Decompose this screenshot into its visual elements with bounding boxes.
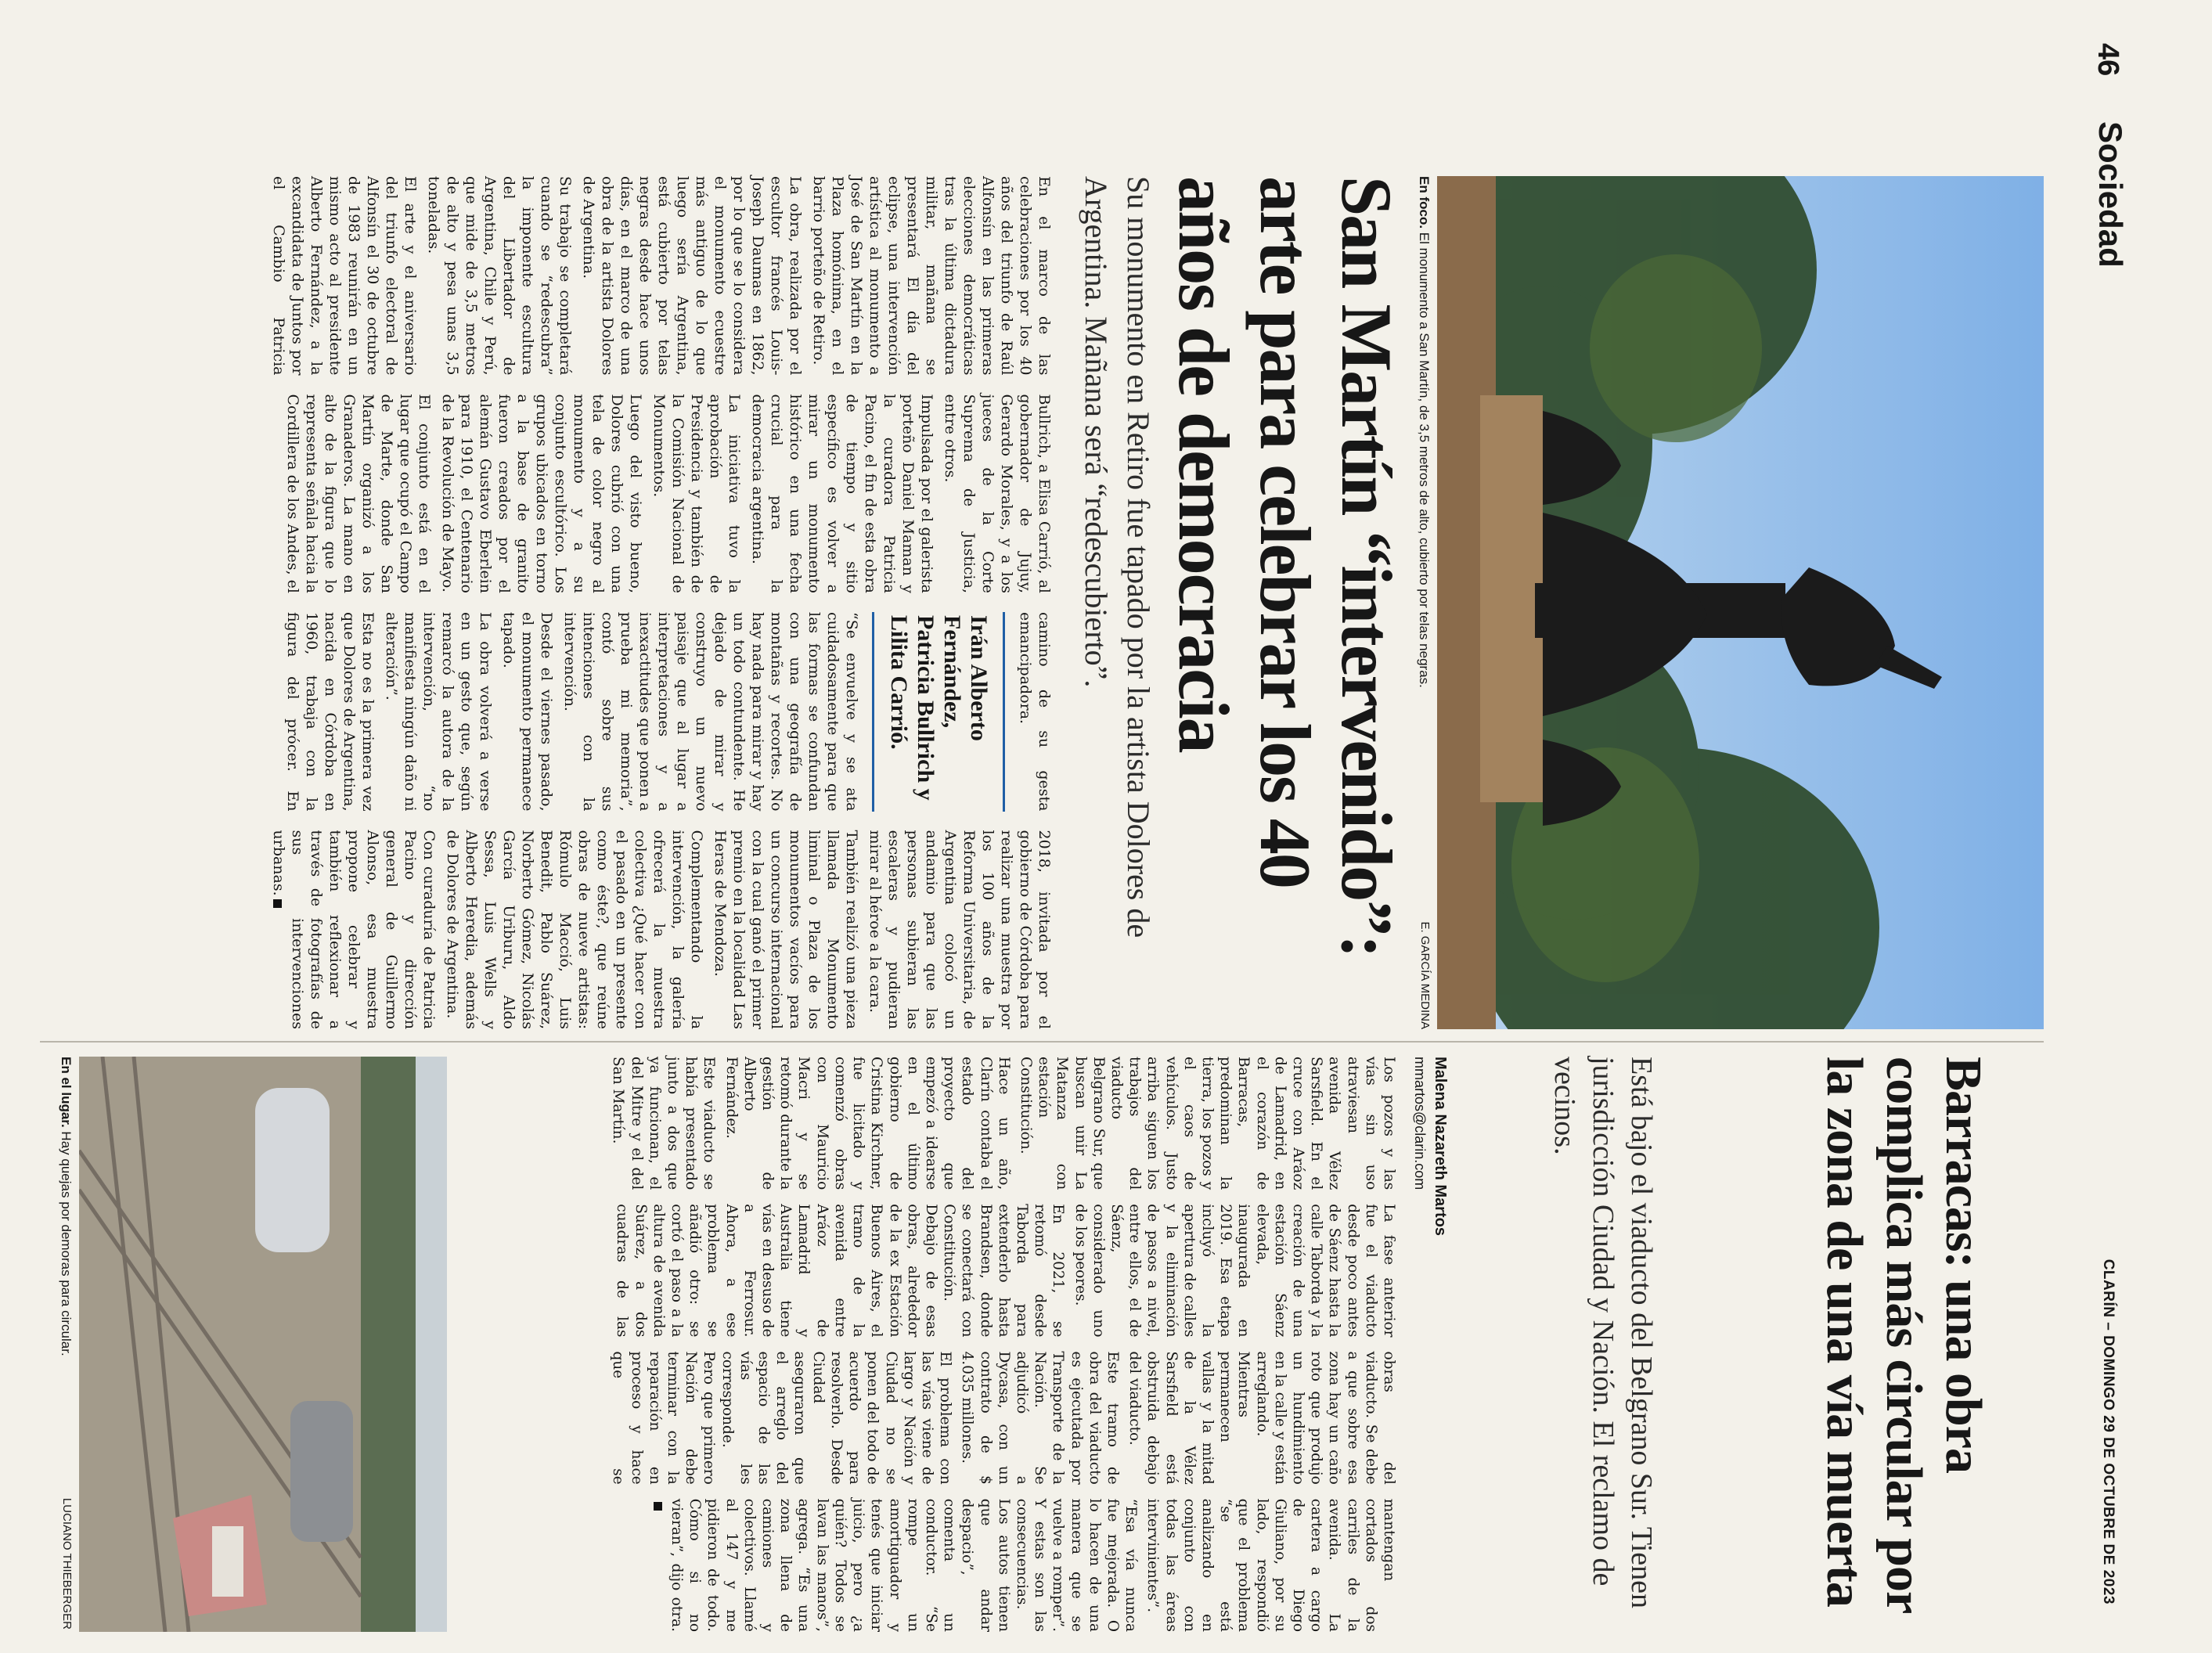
end-mark-icon xyxy=(654,1502,662,1511)
photo-caption xyxy=(58,1057,74,1495)
paragraph-text: “Esa vía nunca fue mejorada. O lo hacen de una manera que se vuelve a romper”. Y estas son las consecuencias. Los autos tienen que andar despacio”, comenta un conductor. “Se rompe un amortiguador y tenés que iniciar juicio, pero ¿a quién? Todos se lavan las manos”, agrega. “Es una zona llena de camiones y colectivos. Llamé al 147 y me pidieron de todo. Cómo si no vieran”, dijo otra. xyxy=(668,1498,1140,1632)
photo-credit: LUCIANO THIEBERGER xyxy=(60,1497,74,1630)
paragraph: Impulsada por el galerista porteño Daniel Maman y la curadora Patricia Pacino, el fin de esta obra de tiempo y sitio específico es volver a mirar un monumento histórico en una fecha crucial para la democracia argentina. xyxy=(749,394,935,593)
paragraph xyxy=(269,830,438,1030)
photo-credit: E. GARCÍA MEDINA xyxy=(1418,921,1432,1029)
section-name: Sociedad xyxy=(2092,121,2129,268)
street-photo-illustration xyxy=(79,1057,447,1632)
paragraph: La fase anterior fue el viaducto desde poco antes de Sáenz hasta la calle Taborda y la creación de una estación Sáenz elevada, inaugurada en 2019. Esa etapa incluyó la apertura de calles y la eliminación de pasos a nivel, entre ellos, el de Sáenz, considerado uno de los peores. xyxy=(1072,1204,1397,1338)
article-body xyxy=(13,176,1054,1029)
paragraph: También realizó una pieza llamada Monumento liminal o Plaza de los monumentos vacíos para un concurso internacional con la cual ganó el primer premio en la localidad Las Heras de Mendoza. xyxy=(712,830,860,1029)
monument-photo-illustration xyxy=(1437,176,2044,1029)
column-divider xyxy=(40,1041,2044,1043)
paragraph: Complementando la intervención, la galería ofrecerá la muestra colectiva ¿Qué hacer con el pasado en un presente como éste?, que reúne obras de nueve artistas: Rómulo Macció, Luis Benedit, Pablo Suárez, Norberto Gómez, Nicolás García Uriburu, Aldo Sessa, Luis Wells y Alberto Heredia, además de Dolores de Argentina. xyxy=(444,830,705,1029)
paragraph: La obra volverá a verse en un gesto que, según remarcó la autora de la intervención, “no manifiesta ningún daño ni alteración”. xyxy=(383,612,494,812)
photo-caption-text: El monumento a San Martín, de 3,5 metros de alto, cubierto por telas negras. xyxy=(1417,229,1432,688)
paragraph: Este tramo de obra del viaducto es ejecutada por Transporte de la Nación. Se adjudicó a Dycasa, con un contrato de $ 4.035 millones. xyxy=(959,1351,1121,1485)
paragraph: El problema con las vías viene de largo y Nación y Ciudad no se ponen del todo de acuerdo para resolverlo. Desde Ciudad aseguraron que el arreglo del espacio de las vías les corresponde. Pero que primero Nación debe terminar con la reparación en proceso y hace que se mantengan cortados dos carriles de la avenida. La cartera a cargo de Diego Giuliano, por su lado, respondió que el problema “se está analizando en conjunto con todas las áreas intervinientes”. xyxy=(610,1351,1397,1632)
page-number: 46 xyxy=(2091,43,2124,77)
headline: San Martín “intervenido”: arte para celebrar los 40 años de democracia xyxy=(1164,176,1407,957)
paragraph: En 2021, se retomó desde Taborda para extenderlo hasta Brandsen, donde se conectará con Constitución. Debajo de esas obras, alrededor de la ex Estación Buenos Aires, el tramo de la avenida entre Aráoz de Lamadrid y Australia tiene vías en desuso de a Ferrosur. Ahora, a ese problema se añadió otro: se cortó el paso a la altura de avenida Suárez, a dos cuadras de las obras del viaducto. Se debe a que sobre esa zona hay un caño roto que produjo un hundimiento en la calle y están arreglando. Mientras permanecen vallas y la mitad de la Vélez Sarsfield está obstruida debajo del viaducto. xyxy=(614,1204,1397,1485)
paragraph: La iniciativa tuvo la aprobación de Presidencia y también de la Comisión Nacional de Monumentos. xyxy=(650,394,743,593)
photo-caption-text: Hay quejas por demoras para circular. xyxy=(59,1127,74,1356)
monument-photo xyxy=(1437,176,2044,1029)
photo-caption-label: En foco. xyxy=(1417,176,1432,229)
pull-quote: Irán Alberto Fernández, Patricia Bullrich y Lilita Carrió. xyxy=(872,612,1005,812)
paragraph: Su trabajo se completará cuando se “redescubra” la imponente escultura del Libertador de Argentina, Chile y Perú, que mide de 3,5 metros de alto y pesa unas 3,5 toneladas. xyxy=(425,176,574,376)
publication-date-line: CLARÍN – DOMINGO 29 DE OCTUBRE DE 2023 xyxy=(2100,1259,2117,1604)
paragraph: Esta no es la primera vez que Dolores de Argentina, nacida en Córdoba en 1960, trabaja con la figura del prócer. En 2018, invitada por el gobierno de Córdoba para realizar una muestra por los 100 años de la Reforma Universitaria, de Argentina colocó un andamio para que las personas subieran las escaleras y pudieran mirar al héroe a la cara. xyxy=(284,612,1053,1029)
deck: Está bajo el viaducto del Belgrano Sur. Tienen jurisdicción Ciudad y Nación. El reclamo de vecinos. xyxy=(1548,1057,1658,1609)
end-mark-icon xyxy=(274,899,283,908)
paragraph: Los pozos y las vías sin uso atraviesan avenida Vélez Sarsfield. En el cruce con Aráoz de Lamadrid, en el corazón de Barracas, predominan la tierra, los pozos y el caos de vehículos. Justo arriba siguen los trabajos del viaducto Belgrano Sur, que buscan unir La Matanza con estación Constitución. xyxy=(1017,1057,1397,1190)
byline: Malena Nazareth Martos xyxy=(1432,1057,1449,1236)
paragraph: Desde el viernes pasado, el monumento permanece tapado. xyxy=(500,612,555,812)
paragraph: “Se envuelve y se ata cuidadosamente para que las formas se confundan con una geografía de montañas y recortes. No hay nada para mirar y hay un todo contundente. He dejado de mirar y construyo un nuevo paisaje que al lugar a interpretaciones y a inexactitudes que ponen a prueba mi memoria”, contó sobre sus intenciones con la intervención. xyxy=(561,612,860,812)
paragraph: El conjunto está en el lugar que ocupó el Campo de Marte, donde San Martín organizó a los Granaderos. La mano en alto de la figura que lo representa señala hacia la Cordillera de los Andes, el camino de su gesta emancipadora. xyxy=(284,394,1053,812)
paragraph: Hace un año, Clarín contaba el estado del proyecto que empezó a idearse en el último gobierno de Cristina Kirchner, fue licitado y comenzó obras con Mauricio Macri y se retomó durante la gestión de Alberto Fernández. xyxy=(722,1057,1012,1190)
paragraph: El arte y el aniversario del triunfo electoral de Alfonsín el 30 de octubre de 1983 reunirán en un mismo acto al presidente Alberto Fernández, a la excandidata de Juntos por el Cambio Patricia Bullrich, a Elisa Carrió, al gobernador de Jujuy, Gerardo Morales, y a los jueces de la Corte Suprema de Justicia, entre otros. xyxy=(270,176,1053,593)
paragraph xyxy=(650,1499,1140,1632)
paragraph-text: Con curaduría de Patricia Pacino y dirección general de Guillermo Alonso, esa muestra propone celebrar y también reflexionar a través de fotografías de sus intervenciones urbanas. xyxy=(270,830,438,1029)
paragraph: La obra, realizada por el escultor francés Louis-Joseph Daumas en 1862, por lo que se lo considera el monumento ecuestre más antiguo de lo que luego sería Argentina, está cubierto por telas negras desde hace unos días, en el marco de una obra de la artista Dolores de Argentina. xyxy=(580,176,804,376)
photo-caption-label: En el lugar. xyxy=(59,1057,74,1128)
paragraph: Luego del visto bueno, Dolores cubrió con una tela de color negro al monumento y a su conjunto escultórico. Los grupos ubicados en torno a la base de granito fueron creados por el alemán Gustavo Eberlein para 1910, el Centenario de la Revolución de Mayo. xyxy=(439,394,644,593)
deck: Su monumento en Retiro fue tapado por la artista Dolores de Argentina. Mañana será “redescubierto”. xyxy=(1079,176,1156,938)
street-photo xyxy=(79,1057,447,1632)
paragraph: Este viaducto se había presentado junto a dos que ya funcionan, el del Mitre y el del San Martín. xyxy=(610,1057,718,1190)
photo-caption xyxy=(1416,176,1432,974)
paragraph: En el marco de las celebraciones por los 40 años del triunfo de Raúl Alfonsín en las primeras elecciones democráticas tras la última dictadura militar, mañana se presentará El día del eclipse, una intervención artística al monumento a José de San Martín en la Plaza homónima, en el barrio porteño de Retiro. xyxy=(810,176,1053,376)
byline-email: mmartos@clarin.com xyxy=(1412,1057,1428,1190)
headline: Barracas: una obra complica más circular por la zona de una vía muerta xyxy=(1816,1057,1992,1613)
